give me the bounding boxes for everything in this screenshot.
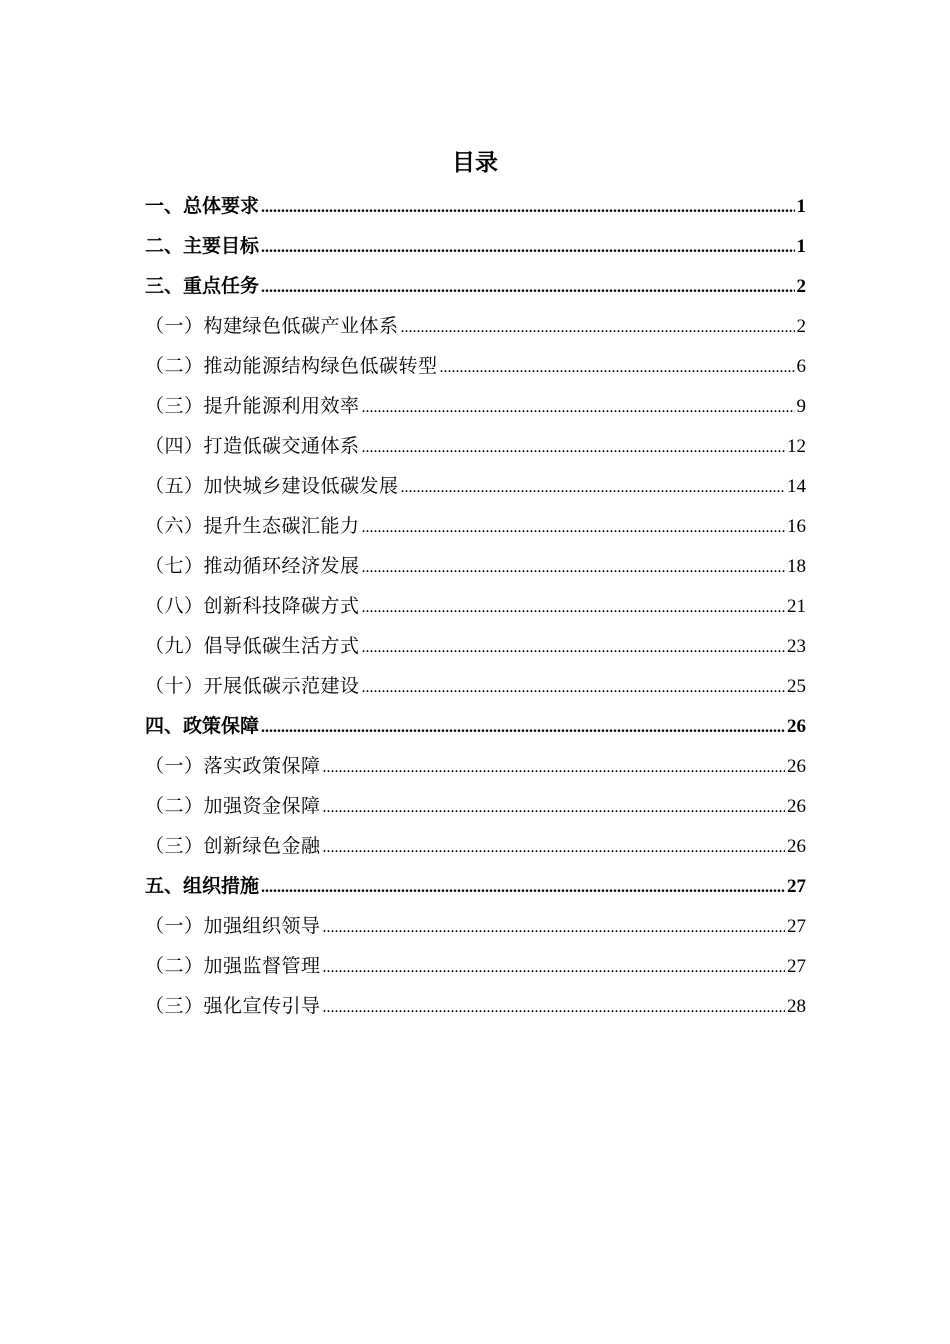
toc-subentry[interactable] bbox=[145, 346, 806, 386]
dot-leader bbox=[362, 628, 785, 668]
toc-entry-label: （三）提升能源利用效率 bbox=[145, 395, 360, 417]
dot-leader bbox=[323, 908, 785, 948]
toc-subentry[interactable] bbox=[145, 506, 806, 546]
toc-entry-page-number: 6 bbox=[796, 356, 806, 377]
dot-leader bbox=[401, 308, 795, 348]
toc-entry-label: （二）加强资金保障 bbox=[145, 795, 321, 817]
toc-subentry[interactable] bbox=[145, 946, 806, 986]
dot-leader bbox=[323, 748, 785, 788]
dot-leader bbox=[362, 428, 785, 468]
toc-entry-label: （三）强化宣传引导 bbox=[145, 995, 321, 1017]
toc-entry-label: （五）加快城乡建设低碳发展 bbox=[145, 475, 399, 497]
toc-subentry[interactable] bbox=[145, 746, 806, 786]
toc-entry-label: 二、主要目标 bbox=[145, 235, 260, 257]
page-title: 目录 bbox=[452, 150, 498, 176]
toc-entry-page-number: 18 bbox=[787, 556, 806, 577]
dot-leader bbox=[323, 788, 785, 828]
toc-entry-page-number: 16 bbox=[787, 516, 806, 537]
dot-leader bbox=[362, 548, 785, 588]
toc-entry-label: （八）创新科技降碳方式 bbox=[145, 595, 360, 617]
toc-entry-label: 五、组织措施 bbox=[145, 875, 260, 897]
toc-entry[interactable] bbox=[145, 266, 806, 306]
dot-leader bbox=[261, 868, 785, 908]
toc-subentry[interactable] bbox=[145, 546, 806, 586]
toc-entry-label: （三）创新绿色金融 bbox=[145, 835, 321, 857]
dot-leader bbox=[362, 588, 785, 628]
dot-leader bbox=[362, 388, 795, 428]
dot-leader bbox=[362, 668, 785, 708]
dot-leader bbox=[440, 348, 795, 388]
toc-entry-page-number: 1 bbox=[796, 236, 806, 257]
toc-entry-page-number: 26 bbox=[787, 836, 806, 857]
toc-entry-page-number: 1 bbox=[796, 196, 806, 217]
toc-subentry[interactable] bbox=[145, 906, 806, 946]
dot-leader bbox=[261, 228, 794, 268]
dot-leader bbox=[323, 828, 785, 868]
toc-entry-label: （六）提升生态碳汇能力 bbox=[145, 515, 360, 537]
toc-entry-page-number: 27 bbox=[787, 956, 806, 977]
toc-entry[interactable] bbox=[145, 866, 806, 906]
toc-entry-page-number: 23 bbox=[787, 636, 806, 657]
table-of-contents bbox=[145, 186, 806, 1026]
toc-entry-page-number: 21 bbox=[787, 596, 806, 617]
toc-subentry[interactable] bbox=[145, 786, 806, 826]
toc-entry-page-number: 26 bbox=[787, 716, 806, 737]
toc-entry-page-number: 27 bbox=[787, 916, 806, 937]
toc-entry-label: （四）打造低碳交通体系 bbox=[145, 435, 360, 457]
dot-leader bbox=[401, 468, 785, 508]
dot-leader bbox=[362, 508, 785, 548]
dot-leader bbox=[261, 268, 794, 308]
toc-entry-label: 四、政策保障 bbox=[145, 715, 260, 737]
toc-entry-label: （一）加强组织领导 bbox=[145, 915, 321, 937]
toc-entry-label: 一、总体要求 bbox=[145, 195, 260, 217]
toc-subentry[interactable] bbox=[145, 826, 806, 866]
toc-entry-label: （十）开展低碳示范建设 bbox=[145, 675, 360, 697]
toc-entry-label: 三、重点任务 bbox=[145, 275, 260, 297]
toc-entry-page-number: 12 bbox=[787, 436, 806, 457]
toc-entry-label: （二）推动能源结构绿色低碳转型 bbox=[145, 355, 438, 377]
toc-entry-page-number: 2 bbox=[796, 316, 806, 337]
toc-entry-page-number: 2 bbox=[796, 276, 806, 297]
dot-leader bbox=[323, 988, 785, 1028]
toc-entry[interactable] bbox=[145, 706, 806, 746]
toc-entry-label: （七）推动循环经济发展 bbox=[145, 555, 360, 577]
toc-subentry[interactable] bbox=[145, 666, 806, 706]
toc-subentry[interactable] bbox=[145, 466, 806, 506]
toc-entry-label: （一）落实政策保障 bbox=[145, 755, 321, 777]
toc-entry[interactable] bbox=[145, 226, 806, 266]
toc-entry-page-number: 26 bbox=[787, 796, 806, 817]
toc-entry[interactable] bbox=[145, 186, 806, 226]
toc-entry-label: （九）倡导低碳生活方式 bbox=[145, 635, 360, 657]
toc-subentry[interactable] bbox=[145, 306, 806, 346]
toc-entry-page-number: 28 bbox=[787, 996, 806, 1017]
dot-leader bbox=[323, 948, 785, 988]
dot-leader bbox=[261, 188, 794, 228]
toc-entry-label: （一）构建绿色低碳产业体系 bbox=[145, 315, 399, 337]
toc-subentry[interactable] bbox=[145, 426, 806, 466]
toc-entry-page-number: 27 bbox=[787, 876, 806, 897]
toc-subentry[interactable] bbox=[145, 986, 806, 1026]
toc-subentry[interactable] bbox=[145, 626, 806, 666]
toc-entry-label: （二）加强监督管理 bbox=[145, 955, 321, 977]
toc-entry-page-number: 9 bbox=[796, 396, 806, 417]
dot-leader bbox=[261, 708, 785, 748]
toc-entry-page-number: 26 bbox=[787, 756, 806, 777]
toc-subentry[interactable] bbox=[145, 386, 806, 426]
toc-entry-page-number: 25 bbox=[787, 676, 806, 697]
toc-subentry[interactable] bbox=[145, 586, 806, 626]
toc-entry-page-number: 14 bbox=[787, 476, 806, 497]
